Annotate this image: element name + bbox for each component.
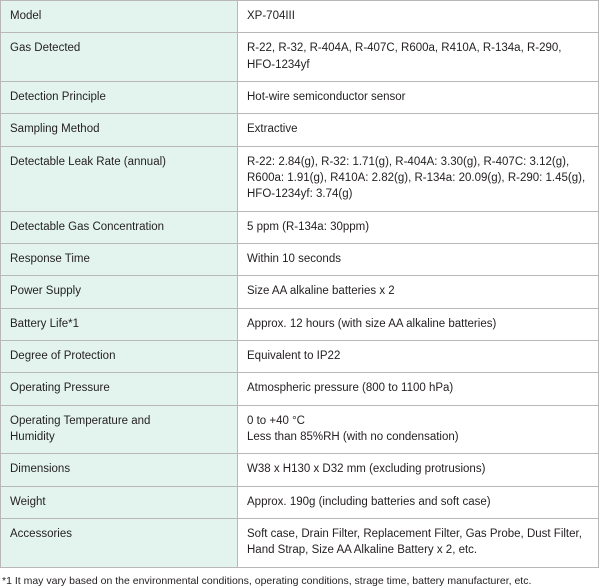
row-label-detection-principle: Detection Principle [1, 81, 238, 113]
table-row [1, 211, 599, 243]
row-label-detectable-leak-rate: Detectable Leak Rate (annual) [1, 146, 238, 211]
row-value-detectable-leak-rate: R-22: 2.84(g), R-32: 1.71(g), R-404A: 3.30(g), R-407C: 3.12(g), R600a: 1.91(g), R410A: 2.82(g), R-134a: 20.09(g), R-290: 1.45(g), HFO-1234yf: 3.74(g) [238, 146, 599, 211]
row-value-power-supply: Size AA alkaline batteries x 2 [238, 276, 599, 308]
row-value-detectable-gas-concentration: 5 ppm (R-134a: 30ppm) [238, 211, 599, 243]
row-label-power-supply: Power Supply [1, 276, 238, 308]
row-label-detectable-gas-concentration: Detectable Gas Concentration [1, 211, 238, 243]
row-value-model: XP-704III [238, 1, 599, 33]
table-row [1, 405, 599, 454]
table-row [1, 243, 599, 275]
row-label-degree-of-protection: Degree of Protection [1, 340, 238, 372]
table-row [1, 81, 599, 113]
row-value-gas-detected: R-22, R-32, R-404A, R-407C, R600a, R410A, R-134a, R-290, HFO-1234yf [238, 33, 599, 82]
row-label-accessories: Accessories [1, 518, 238, 567]
table-row [1, 454, 599, 486]
row-label-operating-pressure: Operating Pressure [1, 373, 238, 405]
row-value-degree-of-protection: Equivalent to IP22 [238, 340, 599, 372]
table-row [1, 373, 599, 405]
specification-table-body [1, 1, 599, 568]
table-row [1, 486, 599, 518]
row-label-response-time: Response Time [1, 243, 238, 275]
table-row [1, 518, 599, 567]
row-value-dimensions: W38 x H130 x D32 mm (excluding protrusions) [238, 454, 599, 486]
table-row [1, 340, 599, 372]
row-label-dimensions: Dimensions [1, 454, 238, 486]
row-value-battery-life: Approx. 12 hours (with size AA alkaline batteries) [238, 308, 599, 340]
row-value-detection-principle: Hot-wire semiconductor sensor [238, 81, 599, 113]
row-value-operating-temperature-humidity: 0 to +40 °C Less than 85%RH (with no condensation) [238, 405, 599, 454]
table-row [1, 1, 599, 33]
row-label-weight: Weight [1, 486, 238, 518]
row-value-response-time: Within 10 seconds [238, 243, 599, 275]
footnote: *1 It may vary based on the environmental conditions, operating conditions, strage time, battery manufacturer, etc. [2, 574, 532, 587]
row-label-gas-detected: Gas Detected [1, 33, 238, 82]
table-row [1, 308, 599, 340]
row-label-battery-life: Battery Life*1 [1, 308, 238, 340]
row-value-accessories: Soft case, Drain Filter, Replacement Filter, Gas Probe, Dust Filter, Hand Strap, Size AA Alkaline Battery x 2, etc. [238, 518, 599, 567]
row-value-operating-pressure: Atmospheric pressure (800 to 1100 hPa) [238, 373, 599, 405]
table-row [1, 146, 599, 211]
table-row [1, 276, 599, 308]
table-row [1, 114, 599, 146]
table-row [1, 33, 599, 82]
row-label-sampling-method: Sampling Method [1, 114, 238, 146]
row-label-operating-temperature-humidity: Operating Temperature and Humidity [1, 405, 238, 454]
row-value-weight: Approx. 190g (including batteries and soft case) [238, 486, 599, 518]
row-value-sampling-method: Extractive [238, 114, 599, 146]
row-label-model: Model [1, 1, 238, 33]
